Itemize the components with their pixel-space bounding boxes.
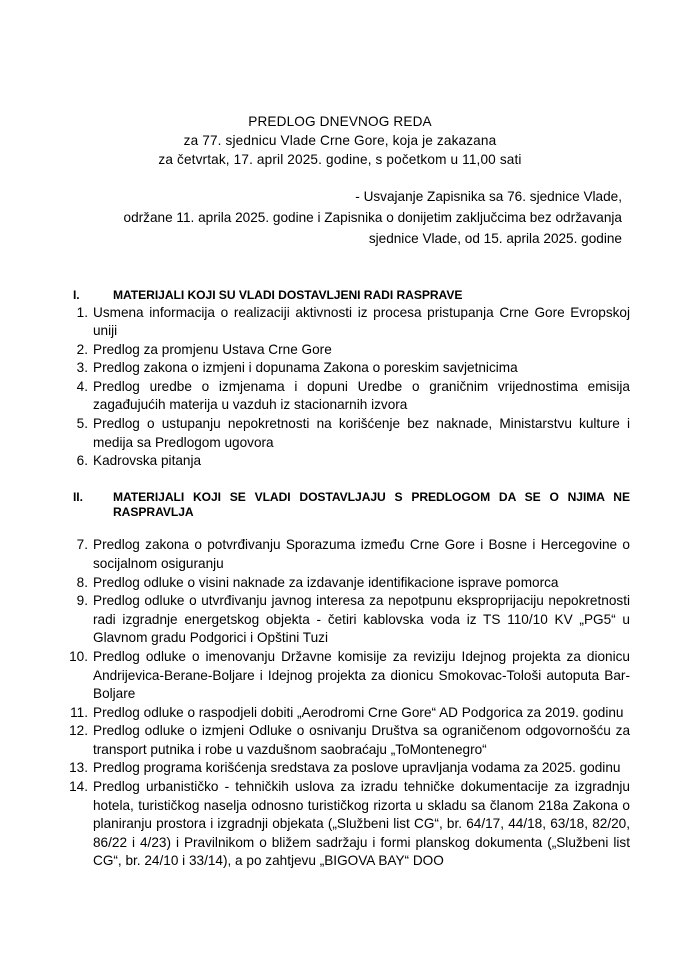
agenda-item [60,536,630,573]
agenda-item-number: 6. [76,453,88,469]
agenda-section [60,288,630,471]
agenda-section [60,490,630,871]
agenda-item-list [60,304,630,471]
agenda-item-text: Predlog odluke o izmjeni Odluke o osnivanju Društva sa ograničenom odgovornošću za transport putnika i robe u vazdušnom saobraćaju „ToMontenegro“ [93,723,630,757]
agenda-item [60,778,630,871]
agenda-item [60,574,630,593]
agenda-item [60,722,630,759]
agenda-item [60,359,630,378]
section-heading-text: MATERIJALI KOJI SU VLADI DOSTAVLJENI RADI RASPRAVE [113,288,463,302]
section-heading [60,288,630,304]
agenda-item-number: 12. [69,723,88,739]
minutes-note-line-1: - Usvajanje Zapisnika sa 76. sjednice Vlade, [355,189,622,204]
agenda-item [60,452,630,471]
agenda-item-text: Predlog urbanističko - tehničkih uslova za izradu tehničke dokumentacije za izgradnju hotela, turističkog naselja odnosno turističkog rizorta u skladu sa članom 218a Zakona o planiranju prostora i izgradnji objekata („Službeni list CG“, br. 64/17, 44/18, 63/18, 82/20, 86/22 i 4/23) i Pravilnikom o bližem sadržaju i formi planskog dokumenta („Službeni list CG“, br. 24/10 i 33/14), a po zahtjevu „BIGOVA BAY“ DOO [93,779,630,869]
agenda-item-number: 11. [70,704,88,720]
header-subtitle-line-2: za četvrtak, 17. april 2025. godine, s početkom u 11,00 sati [158,152,522,168]
section-heading [60,490,630,537]
agenda-item-text: Kadrovska pitanja [93,453,202,469]
document-header [60,112,620,170]
minutes-approval-note [60,186,622,249]
agenda-item-text: Predlog programa korišćenja sredstava za poslove upravljanja vodama za 2025. godinu [93,760,621,776]
agenda-item-text: Predlog o ustupanju nepokretnosti na korišćenje bez naknade, Ministarstvu kulture i medija sa Predlogom ugovora [93,416,630,450]
header-subtitle-line-1: za 77. sjednicu Vlade Crne Gore, koja je zakazana [183,133,497,149]
agenda-item-number: 10. [69,648,88,664]
minutes-note-line-3: sjednice Vlade, od 15. aprila 2025. godine [368,231,622,246]
agenda-item-number: 9. [76,593,88,609]
agenda-item-text: Predlog zakona o izmjeni i dopunama Zakona o poreskim savjetnicima [93,360,518,376]
agenda-item [60,648,630,704]
agenda-item-text: Predlog zakona o potvrđivanju Sporazuma između Crne Gore i Bosne i Hercegovine o socijalnom osiguranju [93,537,630,571]
agenda-item-text: Predlog odluke o imenovanju Državne komisije za reviziju Idejnog projekta za dionicu Andrijevica-Berane-Boljare i Idejnog projekta za dionicu Smokovac-Tološi autoputa Bar-Boljare [93,648,630,702]
agenda-item [60,592,630,648]
agenda-item [60,378,630,415]
agenda-item [60,704,630,723]
agenda-item-list [60,536,630,871]
section-numeral: I. [73,288,80,302]
agenda-item-number: 7. [76,537,88,553]
agenda-item [60,304,630,341]
agenda-item [60,415,630,452]
page-title: PREDLOG DNEVNOG REDA [248,114,432,129]
agenda-item-number: 1. [76,304,88,320]
agenda-item-text: Predlog odluke o raspodjeli dobiti „Aerodromi Crne Gore“ AD Podgorica za 2019. godinu [93,704,624,720]
agenda-item-text: Predlog uredbe o izmjenama i dopuni Uredbe o graničnim vrijednostima emisija zagađujućih materija u vazduh iz stacionarnih izvora [93,378,630,413]
agenda-item-number: 3. [76,360,88,376]
section-heading-text: MATERIJALI KOJI SE VLADI DOSTAVLJAJU S PREDLOGOM DA SE O NJIMA NE RASPRAVLJA [113,489,630,520]
section-numeral: II. [73,489,83,504]
agenda-item-text: Usmena informacija o realizaciji aktivnosti iz procesa pristupanja Crne Gore Evropskoj uniji [93,304,630,339]
agenda-item-number: 14. [69,779,88,795]
agenda-item-number: 8. [76,574,88,590]
agenda-item-number: 5. [76,416,88,432]
agenda-item-text: Predlog odluke o visini naknade za izdavanje identifikacione isprave pomorca [93,574,559,590]
agenda-item-number: 13. [69,760,88,776]
agenda-item-text: Predlog odluke o utvrđivanju javnog interesa za nepotpunu eksproprijaciju nepokretnosti radi izgradnje energetskog objekta - četiri kablovska voda iz TS 110/10 KV „PG5“ u Glavnom gradu Podgorici i Opštini Tuzi [93,593,630,646]
agenda-item-number: 4. [76,378,88,394]
agenda-item-text: Predlog za promjenu Ustava Crne Gore [93,341,332,357]
minutes-note-line-2: održane 11. aprila 2025. godine i Zapisnika o donijetim zaključcima bez održavanja [123,210,622,225]
agenda-item [60,341,630,360]
agenda-item-number: 2. [76,341,88,357]
agenda-sections [60,288,630,871]
agenda-item [60,759,630,778]
